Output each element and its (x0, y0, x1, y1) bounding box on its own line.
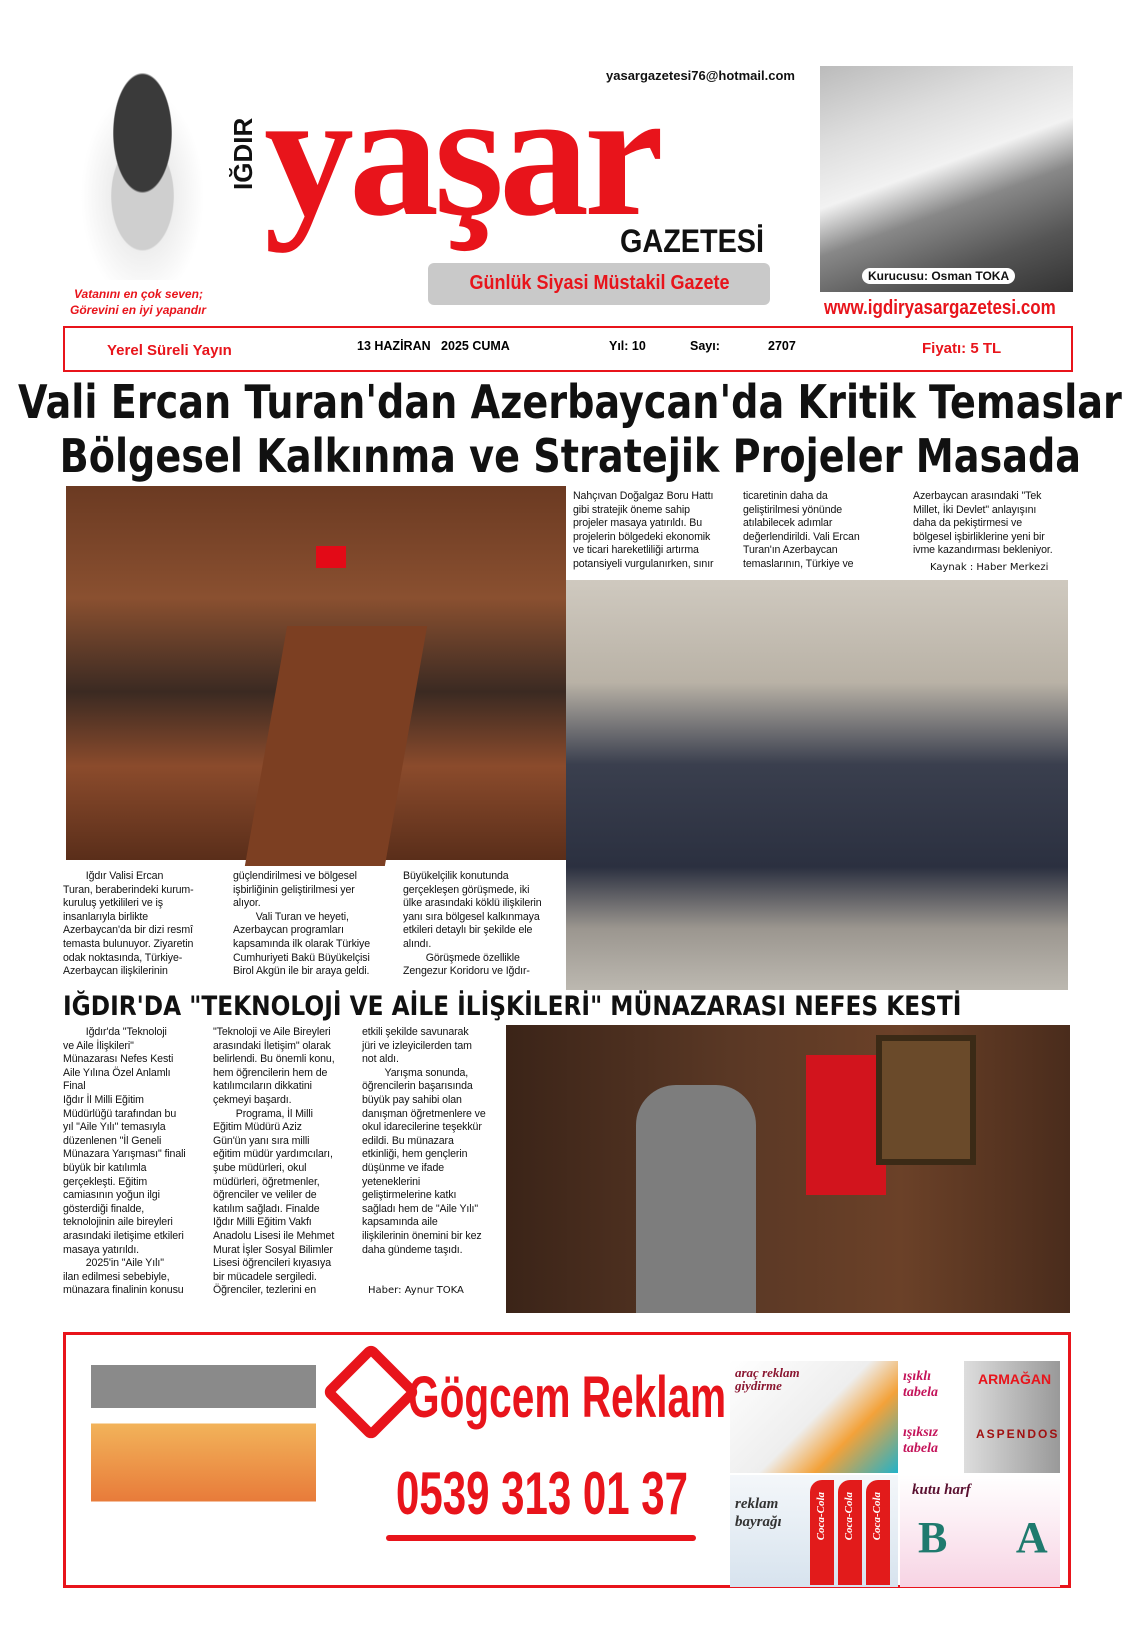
ad-phone[interactable]: 0539 313 01 37 (396, 1460, 688, 1527)
slogan-2: Görevini en iyi yapandır (70, 303, 207, 317)
ad-brand: Gögcem Reklam (408, 1365, 727, 1430)
sign-text: ASPENDOS (976, 1427, 1060, 1441)
flag-text: Coca-Cola (815, 1492, 827, 1541)
ad-tile-vehicle (730, 1361, 898, 1473)
mountain-photo (820, 66, 1073, 292)
flag-banner (838, 1480, 862, 1585)
headline-1: Vali Ercan Turan'dan Azerbaycan'da Kritik Temaslar (18, 375, 1122, 429)
box-letters: B A (918, 1513, 1078, 1562)
story1-col-4: Nahçıvan Doğalgaz Boru Hattı gibi stratejik öneme sahip projeler masaya yatırıldı. Bu projelerin bölgedeki ekonomik ve ticari hareketliliği artırma potansiyeli vurgulanırken, sınır (573, 490, 714, 570)
story2-col-2: "Teknoloji ve Aile Bireyleri arasındaki İletişim" olarak belirlendi. Bu önemli konu, hem öğrencilerin hem de katılımcıların dikkatini çekmeyi başardı. Programa, İl Milli Eğitim Müdürü Aziz Gün'ün yanı sıra milli eğitim müdür yardımcıları, şube müdürleri, okul müdürleri, öğretmenler, öğrenciler ve veliler de katılım sağladı. Finalde Iğdır Milli Eğitim Vakfı Anadolu Lisesi ile Mehmet Murat İşler Sosyal Bilimler Lisesi öğrencileri kıyasıya bir mücadele sergiledi. Öğrenciler, tezlerini en (213, 1026, 335, 1297)
founder-label: Kurucusu: Osman TOKA (862, 268, 1015, 284)
story1-col-1: Iğdır Valisi Ercan Turan, beraberindeki kurum- kuruluş yetkilileri ve iş insanlarıyla birlikte Azerbaycan'da bir dizi resmî temasta bulunuyor. Ziyaretin odak noktasında, Türkiye- Azerbaycan ilişkilerinin (63, 870, 194, 978)
story2-byline: Haber: Aynur TOKA (368, 1285, 464, 1296)
flag-text: Coca-Cola (871, 1492, 883, 1541)
flag-banner (810, 1480, 834, 1585)
slogan-1: Vatanını en çok seven; (74, 287, 203, 301)
sign-text: ARMAĞAN (978, 1371, 1052, 1387)
website-link[interactable]: www.igdiryasargazetesi.com (824, 297, 1056, 319)
info-bar (63, 326, 1073, 372)
tile-label: kutu harf (912, 1482, 971, 1498)
headline-2: Bölgesel Kalkınma ve Stratejik Projeler Masada (59, 429, 1081, 483)
city-label: IĞDIR (228, 117, 258, 190)
ad-tile-letters (900, 1475, 1078, 1587)
tagline: Günlük Siyasi Müstakil Gazete (468, 272, 730, 294)
tagline-box (428, 263, 770, 305)
printer-image (91, 1365, 316, 1560)
price: Fiyatı: 5 TL (922, 340, 1002, 357)
flag-banner (866, 1480, 890, 1585)
issue-label: Sayı: (690, 339, 720, 353)
publication-type: Yerel Süreli Yayın (107, 342, 232, 359)
flag-text: Coca-Cola (843, 1492, 855, 1541)
ad-phone-underline (386, 1535, 696, 1541)
newspaper-logo: yaşar (264, 54, 659, 253)
story2-col-1: Iğdır'da "Teknoloji ve Aile İlişkileri" Münazarası Nefes Kesti Aile Yılına Özel Anlamlı Final Iğdır İl Milli Eğitim Müdürlüğü tarafından bu yıl "Aile Yılı" temasıyla düzenlenen "İl Geneli Münazara Yarışması" finali büyük bir katılımla gerçekleşti. Eğitim camiasının yoğun ilgi gösterdiği finalde, teknolojinin aile bireyleri arasındaki iletişime etkileri masaya yatırıldı. 2025'in "Aile Yılı" ilan edilmesi sebebiyle, münazara finalinin konusu (63, 1026, 186, 1297)
story1-col-3: Büyükelçilik konutunda gerçekleşen görüşmede, iki ülke arasındaki köklü ilişkilerin yanı sıra bölgesel kalkınmaya etkileri detaylı bir şekilde ele alındı. Görüşmede özellikle Zengezur Koridoru ve Iğdır- (403, 870, 542, 978)
issue-date: 13 HAZİRAN 2025 CUMA (357, 339, 510, 353)
story1-col-2: güçlendirilmesi ve bölgesel işbirliğinin geliştirilmesi yer alıyor. Vali Turan ve heyeti, Azerbaycan programları kapsamında ilk olarak Türkiye Cumhuriyeti Bakü Büyükelçisi Birol Akgün ile bir araya geldi. (233, 870, 371, 978)
gazetesi-label: GAZETESİ (620, 223, 765, 259)
tile-label: ışıklı tabela (903, 1369, 938, 1400)
tile-label: araç reklam giydirme (735, 1365, 800, 1393)
meeting-photo (66, 486, 566, 860)
ad-tile-signs (900, 1361, 1060, 1473)
advertisement[interactable] (63, 1332, 1078, 1588)
debate-photo (506, 1025, 1070, 1313)
story1-col-6: Azerbaycan arasındaki "Tek Millet, İki Devlet" anlayışını daha da pekiştirmesi ve bölgesel işbirliklerine yeni bir ivme kazandırması bekleniyor. (913, 490, 1053, 557)
year-number: Yıl: 10 (609, 339, 646, 353)
story1-source: Kaynak : Haber Merkezi (930, 562, 1049, 573)
group-photo (566, 580, 1068, 990)
email-link[interactable]: yasargazetesi76@hotmail.com (606, 68, 795, 83)
gogcem-logo-mark (322, 1343, 421, 1442)
issue-number: 2707 (768, 339, 796, 353)
headline-story2: IĞDIR'DA "TEKNOLOJİ VE AİLE İLİŞKİLERİ" MÜNAZARASI NEFES KESTİ (63, 991, 962, 1022)
tile-label: reklam bayrağı (735, 1496, 782, 1530)
ad-tile-flags (730, 1475, 898, 1587)
ataturk-portrait (70, 70, 215, 280)
story2-col-3: etkili şekilde savunarak jüri ve izleyicilerden tam not aldı. Yarışma sonunda, öğrencilerin başarısında büyük pay sahibi olan danışman öğretmenlere ve okul idarecilerine teşekkür edildi. Bu münazara etkinliği, hem gençlerin düşünme ve ifade yeteneklerini geliştirmelerine katkı sağladı hem de "Aile Yılı" kapsamında aile ilişkilerinin önemini bir kez daha gündeme taşıdı. (362, 1026, 486, 1256)
tile-label: ışıksız tabela (903, 1425, 939, 1456)
story1-col-5: ticaretinin daha da geliştirilmesi yönünde atılabilecek adımlar değerlendirildi. Vali Ercan Turan'ın Azerbaycan temaslarının, Türkiye ve (743, 490, 860, 570)
